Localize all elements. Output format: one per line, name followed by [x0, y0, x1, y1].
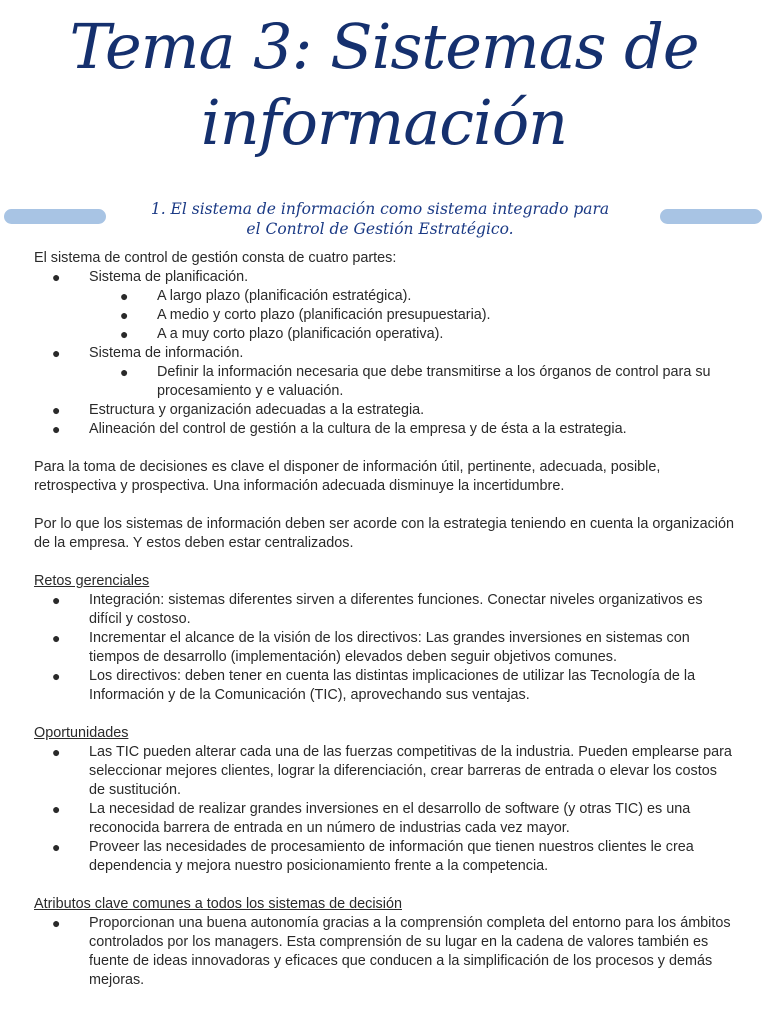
bullet-icon: ●	[52, 592, 61, 608]
intro-text: El sistema de control de gestión consta de cuatro partes:	[34, 250, 397, 266]
section-heading-oportunidades: Oportunidades	[34, 725, 129, 741]
page-title-line-2: información	[200, 86, 568, 159]
list-item: ● Sistema de información.	[52, 345, 244, 361]
list-item: ● Los directivos: deben tener en cuenta las distintas implicaciones de utilizar las Tecnología de la Información y de la Comunicación (TIC), aprovechando sus ventajas.	[52, 668, 696, 703]
section-heading-retos: Retos gerenciales	[34, 573, 150, 589]
list-item: ● Integración: sistemas diferentes sirven a diferentes funciones. Conectar niveles organizativos es difícil y costoso.	[52, 592, 703, 627]
oportunidades-list	[34, 743, 734, 876]
paragraph: Por lo que los sistemas de información deben ser acorde con la estrategia teniendo en cuenta la organización de la empresa. Y estos deben estar centralizados.	[34, 516, 734, 551]
sub-list-item: ● Definir la información necesaria que debe transmitirse a los órganos de control para su procesamiento y e valuación.	[120, 364, 711, 399]
list-item: ● Las TIC pueden alterar cada una de las fuerzas competitivas de la industria. Pueden emplearse para seleccionar mejores clientes, lograr la diferenciación, crear barreras de entrada o elevar los costos de sustitución.	[52, 744, 732, 798]
list-item: ● La necesidad de realizar grandes inversiones en el desarrollo de software (y otras TIC) es una reconocida barrera de entrada en un número de industrias cada vez mayor.	[52, 801, 691, 836]
page-title-line-1: Tema 3: Sistemas de	[69, 10, 699, 83]
list-item: ● Proveer las necesidades de procesamiento de información que tienen nuestros clientes le crea dependencia y mejora nuestro posicionamiento frente a la competencia.	[52, 839, 694, 874]
highlight-bar-left	[4, 209, 106, 224]
sub-list-item: ● A medio y corto plazo (planificación presupuestaria).	[120, 307, 491, 323]
retos-list	[34, 591, 734, 705]
atributos-list	[34, 914, 734, 990]
section-subtitle-line-1: 1. El sistema de información como sistema integrado para	[150, 200, 610, 218]
document-body	[34, 249, 734, 990]
bullet-icon: ●	[52, 269, 61, 285]
bullet-icon: ●	[120, 364, 129, 380]
list-item: ● Alineación del control de gestión a la cultura de la empresa y de ésta a la estrategia.	[52, 421, 627, 437]
bullet-icon: ●	[52, 630, 61, 646]
bullet-icon: ●	[52, 839, 61, 855]
highlight-bar-right	[660, 209, 762, 224]
bullet-icon: ●	[52, 421, 61, 437]
bullet-icon: ●	[52, 744, 61, 760]
list-item: ● Incrementar el alcance de la visión de los directivos: Las grandes inversiones en sistemas con tiempos de desarrollo (implementación) elevados deben seguir objetivos comunes.	[52, 630, 690, 665]
bullet-icon: ●	[52, 402, 61, 418]
parts-list	[34, 268, 734, 439]
bullet-icon: ●	[52, 801, 61, 817]
bullet-icon: ●	[120, 307, 129, 323]
list-item: ● Proporcionan una buena autonomía gracias a la comprensión completa del entorno para los ámbitos controlados por los managers. Esta comprensión de su lugar en la cadena de valores también es fuente de ideas innovadoras y eficaces que conducen a la simplificación de los procesos y demás mejoras.	[52, 915, 731, 988]
bullet-icon: ●	[52, 345, 61, 361]
list-item: ● Sistema de planificación.	[52, 269, 249, 285]
sub-list-item: ● A a muy corto plazo (planificación operativa).	[120, 326, 444, 342]
section-subtitle-line-2: el Control de Gestión Estratégico.	[246, 220, 514, 238]
paragraph: Para la toma de decisiones es clave el disponer de información útil, pertinente, adecuada, posible, retrospectiva y prospectiva. Una información adecuada disminuye la incertidumbre.	[34, 459, 661, 494]
list-item: ● Estructura y organización adecuadas a la estrategia.	[52, 402, 425, 418]
sub-list-item: ● A largo plazo (planificación estratégica).	[120, 288, 412, 304]
bullet-icon: ●	[120, 288, 129, 304]
bullet-icon: ●	[52, 915, 61, 931]
bullet-icon: ●	[120, 326, 129, 342]
bullet-icon: ●	[52, 668, 61, 684]
section-heading-atributos: Atributos clave comunes a todos los sistemas de decisión	[34, 896, 402, 912]
